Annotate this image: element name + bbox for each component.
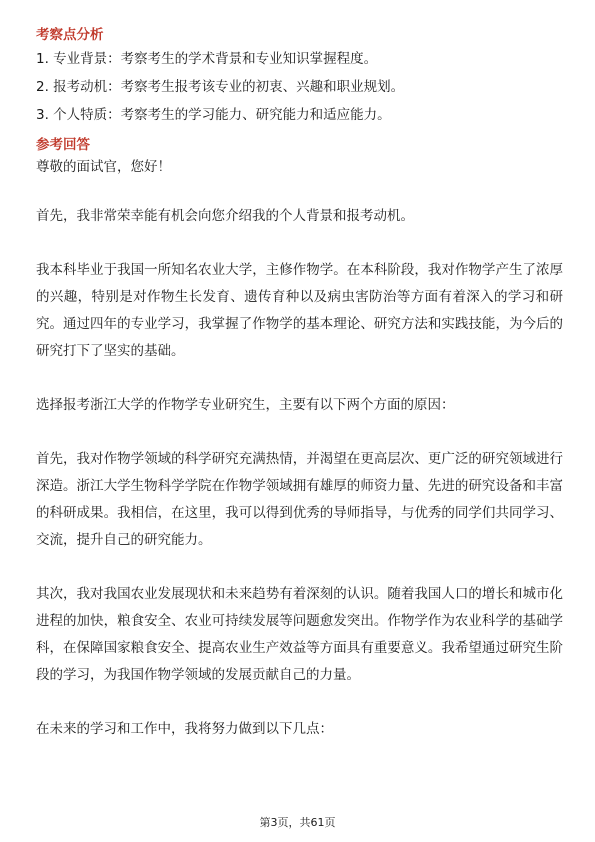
paragraph-gap [36, 230, 563, 257]
background-paragraph: 我本科毕业于我国一所知名农业大学，主修作物学。在本科阶段，我对作物学产生了浓厚的兴趣，特别是对作物生长发育、遗传育种以及病虫害防治等方面有着深入的学习和研究。通过四年的专业学习，我掌握了作物学的基本理论、研究方法和实践技能，为今后的研究打下了坚实的基础。 [36, 262, 563, 359]
reason-one-paragraph: 首先，我对作物学领域的科学研究充满热情，并渴望在更高层次、更广泛的研究领域进行深造。浙江大学生物科学学院在作物学领域拥有雄厚的师资力量、先进的研究设备和丰富的科研成果。我相信，在这里，我可以得到优秀的导师指导，与优秀的同学们共同学习、交流，提升自己的研究能力。 [36, 451, 563, 548]
intro-paragraph: 首先，我非常荣幸能有机会向您介绍我的个人背景和报考动机。 [36, 208, 414, 224]
paragraph-gap [36, 419, 563, 446]
greeting-text: 尊敬的面试官，您好！ [36, 159, 171, 175]
list-item: 3. 个人特质：考察考生的学习能力、研究能力和适应能力。 [36, 107, 391, 123]
future-paragraph: 在未来的学习和工作中，我将努力做到以下几点： [36, 721, 333, 737]
answer-heading: 参考回答 [36, 137, 90, 153]
reason-two-paragraph: 其次，我对我国农业发展现状和未来趋势有着深刻的认识。随着我国人口的增长和城市化进程的加快，粮食安全、农业可持续发展等问题愈发突出。作物学作为农业科学的基础学科，在保障国家粮食安全、提高农业生产效益等方面具有重要意义。我希望通过研究生阶段的学习，为我国作物学领域的发展贡献自己的力量。 [36, 586, 563, 683]
paragraph-gap [36, 554, 563, 581]
page-number: 第3页，共61页 [259, 816, 336, 829]
analysis-list [36, 50, 563, 124]
paragraph-gap [36, 689, 563, 716]
list-item: 1. 专业背景：考察考生的学术背景和专业知识掌握程度。 [36, 51, 378, 67]
paragraph-gap [36, 365, 563, 392]
paragraph-gap [36, 176, 563, 203]
list-item: 2. 报考动机：考察考生报考该专业的初衷、兴趣和职业规划。 [36, 79, 405, 95]
page-content [36, 26, 563, 743]
reason-intro-paragraph: 选择报考浙江大学的作物学专业研究生，主要有以下两个方面的原因： [36, 397, 455, 413]
analysis-heading: 考察点分析 [36, 27, 104, 43]
